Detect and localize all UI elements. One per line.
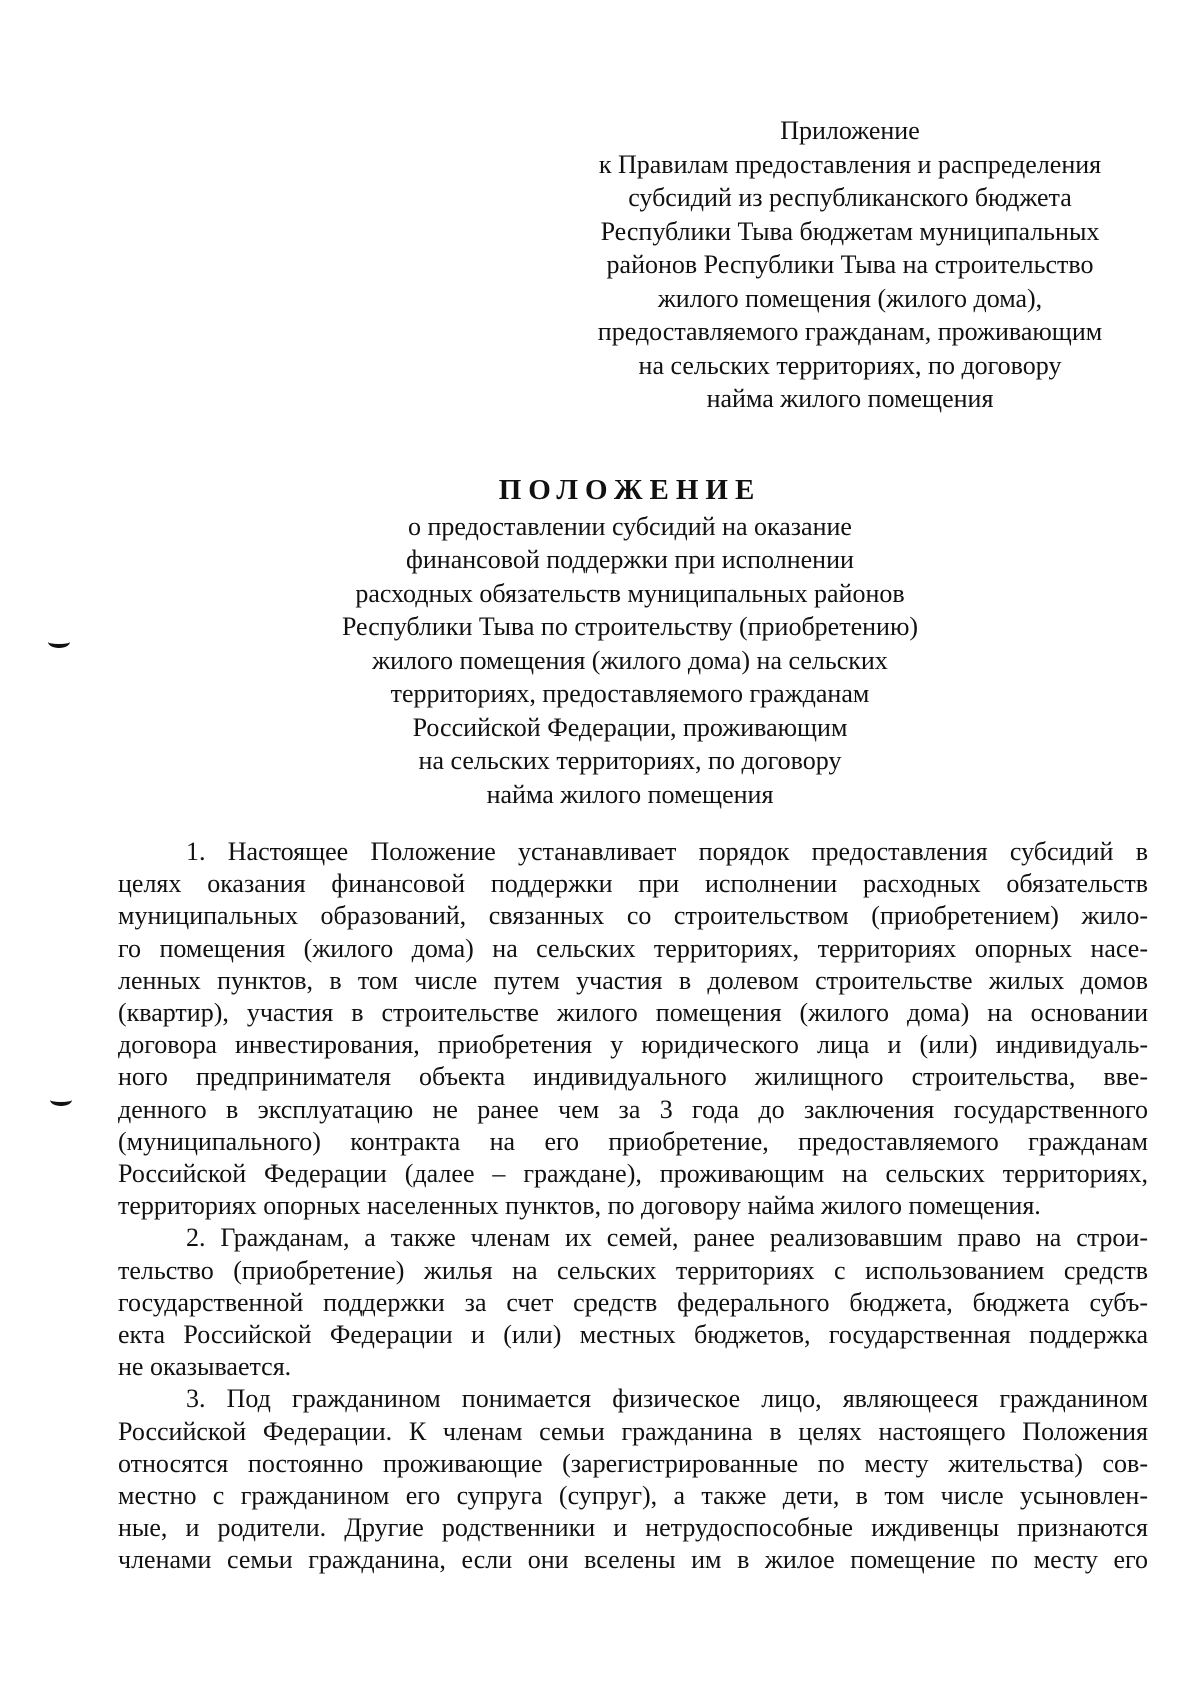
title-line: на сельских территориях, по договору [418, 746, 842, 775]
paragraph-line: го помещения (жилого дома) на сельских территориях, территориях опорных насе- [118, 933, 1148, 963]
title-line: жилого помещения (жилого дома) на сельских [372, 645, 888, 675]
title-line: расходных обязательств муниципальных районов [355, 578, 905, 608]
margin-mark [50, 1094, 72, 1106]
document-body [118, 836, 1148, 1577]
title-line: финансовой поддержки при исполнении [406, 545, 854, 574]
paragraph-line: 1. Настоящее Положение устанавливает порядок предоставления субсидий в [186, 837, 1148, 866]
title-heading: ПОЛОЖЕНИЕ [498, 474, 762, 506]
title-line: территориях, предоставляемого гражданам [390, 679, 870, 708]
paragraph-line: местно с гражданином его супруга (супруг), а также дети, в том числе усыновлен- [118, 1481, 1148, 1511]
paragraph-line: Российской Федерации. К членам семьи гражданина в целях настоящего Положения [118, 1416, 1148, 1446]
paragraph-line: территориях опорных населенных пунктов, по договору найма жилого помещения. [118, 1191, 1041, 1221]
margin-mark [48, 636, 70, 648]
paragraph-line: ные, и родители. Другие родственники и нетрудоспособные иждивенцы признаются [118, 1513, 1148, 1543]
appendix-line: районов Республики Тыва на строительство [606, 250, 1094, 279]
title-line: Республики Тыва по строительству (приобретению) [341, 612, 919, 641]
paragraph-line: муниципальных образований, связанных со строительством (приобретением) жило- [118, 901, 1148, 931]
paragraph-line: тельство (приобретение) жилья на сельских территориях с использованием средств [118, 1255, 1148, 1285]
title-line: Российской Федерации, проживающим [412, 712, 848, 742]
appendix-line: найма жилого помещения [706, 384, 994, 413]
paragraph-line: денного в эксплуатацию не ранее чем за 3 года до заключения государственного [118, 1094, 1148, 1124]
paragraph-3 [118, 1383, 1148, 1576]
appendix-line: к Правилам предоставления и распределения [598, 149, 1102, 179]
paragraph-line: не оказывается. [118, 1352, 292, 1382]
paragraph-line: государственной поддержки за счет средств федерального бюджета, бюджета субъ- [118, 1287, 1148, 1317]
title-line: о предоставлении субсидий на оказание [408, 511, 852, 541]
paragraph-line: екта Российской Федерации и (или) местных бюджетов, государственная поддержка [118, 1320, 1148, 1350]
paragraph-2 [118, 1222, 1148, 1383]
appendix-line: на сельских территориях, по договору [638, 350, 1062, 380]
title-line: найма жилого помещения [486, 779, 774, 809]
paragraph-line: 2. Гражданам, а также членам их семей, ранее реализовавшим право на строи- [186, 1223, 1148, 1253]
paragraph-1 [118, 836, 1148, 1222]
title-subtitle [230, 510, 1030, 812]
appendix-line: предоставляемого гражданам, проживающим [597, 317, 1103, 346]
paragraph-line: относятся постоянно проживающие (зарегистрированные по месту жительства) сов- [118, 1448, 1148, 1478]
appendix-line: Приложение [780, 116, 920, 145]
paragraph-line: ленных пунктов, в том числе путем участия в долевом строительстве жилых домов [118, 965, 1148, 995]
document-title [230, 474, 1030, 811]
paragraph-line: Российской Федерации (далее – граждане), проживающим на сельских территориях, [118, 1159, 1148, 1189]
appendix-line: Республики Тыва бюджетам муниципальных [600, 216, 1100, 246]
paragraph-line: целях оказания финансовой поддержки при исполнении расходных обязательств [118, 869, 1148, 899]
paragraph-line: 3. Под гражданином понимается физическое лицо, являющееся гражданином [186, 1384, 1148, 1414]
appendix-line: жилого помещения (жилого дома), [657, 283, 1043, 313]
appendix-line: субсидий из республиканского бюджета [628, 183, 1072, 212]
paragraph-line: членами семьи гражданина, если они вселены им в жилое помещение по месту его [118, 1545, 1148, 1575]
appendix-header [560, 114, 1140, 416]
paragraph-line: (муниципального) контракта на его приобретение, предоставляемого гражданам [118, 1126, 1148, 1156]
paragraph-line: (квартир), участия в строительстве жилого помещения (жилого дома) на основании [118, 998, 1148, 1028]
paragraph-line: договора инвестирования, приобретения у юридического лица и (или) индивидуаль- [118, 1030, 1148, 1060]
paragraph-line: ного предпринимателя объекта индивидуального жилищного строительства, вве- [118, 1062, 1148, 1092]
